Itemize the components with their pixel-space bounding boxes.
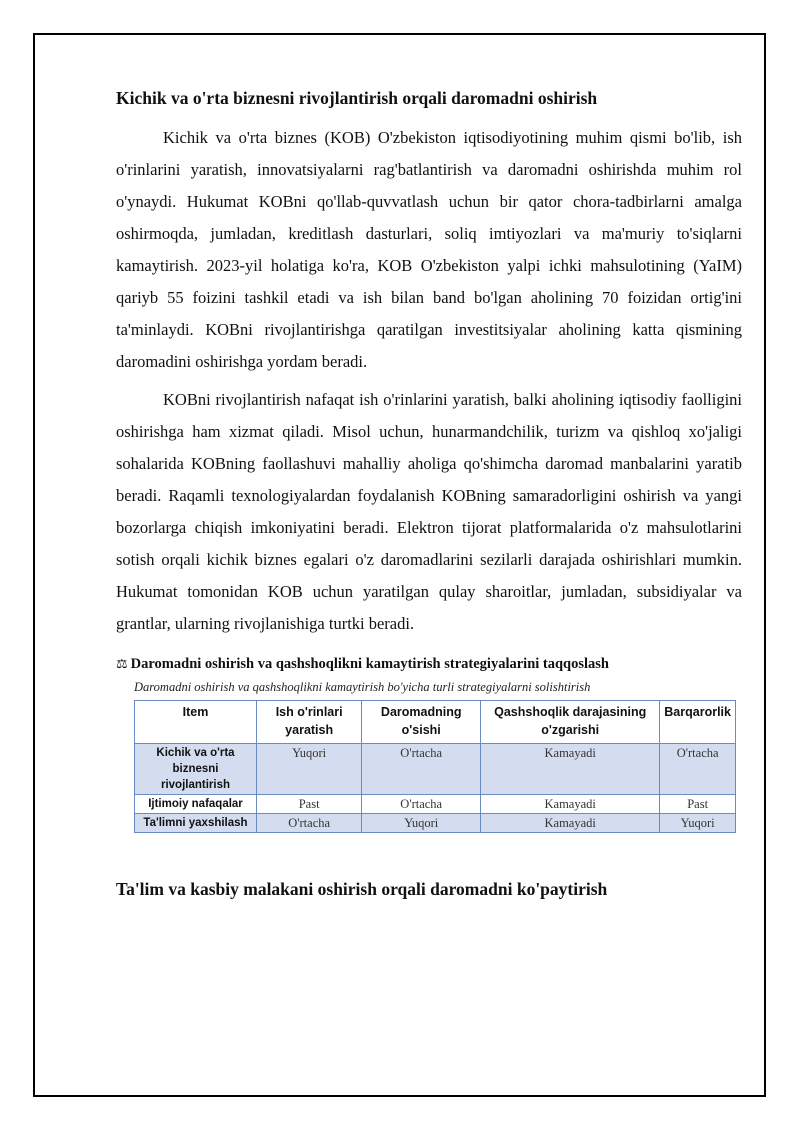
table-cell: Yuqori xyxy=(362,814,481,833)
table-row-label: Ta'limni yaxshilash xyxy=(135,814,257,833)
table-cell: O'rtacha xyxy=(362,795,481,814)
section-heading: Kichik va o'rta biznesni rivojlantirish orqali daromadni oshirish xyxy=(116,88,598,108)
table-title-text: Daromadni oshirish va qashshoqlikni kamaytirish strategiyalarini taqqoslash xyxy=(130,656,609,672)
document-body xyxy=(116,86,742,913)
table-cell: Kamayadi xyxy=(481,795,660,814)
table-title xyxy=(116,654,742,674)
table-header-cell: Barqarorlik xyxy=(660,701,736,744)
balance-scale-icon: ⚖ xyxy=(116,656,128,671)
table-row-label: Ijtimoiy nafaqalar xyxy=(135,795,257,814)
table-header-row xyxy=(135,701,736,744)
table-cell: Yuqori xyxy=(660,814,736,833)
table-header-cell: Item xyxy=(135,701,257,744)
table-row-label: Kichik va o'rta biznesni rivojlantirish xyxy=(135,744,257,795)
table-row xyxy=(135,795,736,814)
table-cell: O'rtacha xyxy=(257,814,362,833)
table-row xyxy=(135,814,736,833)
table-cell: Kamayadi xyxy=(481,744,660,795)
table-row xyxy=(135,744,736,795)
table-header-cell: Daromadning o'sishi xyxy=(362,701,481,744)
section-heading: Ta'lim va kasbiy malakani oshirish orqali daromadni ko'paytirish xyxy=(116,879,608,899)
table-cell: Past xyxy=(660,795,736,814)
table-header-cell: Ish o'rinlari yaratish xyxy=(257,701,362,744)
table-header-cell: Qashshoqlik darajasining o'zgarishi xyxy=(481,701,660,744)
body-paragraph: KOBni rivojlantirish nafaqat ish o'rinlarini yaratish, balki aholining iqtisodiy faolligini oshirishga ham xizmat qiladi. Misol uchun, hunarmandchilik, turizm va qishloq xo'jaligi sohalarida KOBning faollashuvi mahalliy aholiga qo'shimcha daromad manbalarini yaratib beradi. Raqamli texnologiyalardan foydalanish KOBning samaradorligini oshirish va yangi bozorlarga chiqish imkoniyatini beradi. Elektron tijorat platformalarida o'z mahsulotlarini sotish orqali kichik biznes egalari o'z daromadlarini sezilarli darajada oshirishlari mumkin. Hukumat tomonidan KOB uchun yaratilgan qulay sharoitlar, jumladan, subsidiyalar va grantlar, ularning rivojlanishiga turtki beradi. xyxy=(116,390,742,633)
spacer xyxy=(116,833,742,877)
table-caption: Daromadni oshirish va qashshoqlikni kamaytirish bo'yicha turli strategiyalarni solishtirish xyxy=(134,680,591,694)
table-cell: Past xyxy=(257,795,362,814)
table-cell: O'rtacha xyxy=(362,744,481,795)
comparison-table xyxy=(134,700,736,833)
body-paragraph: Kichik va o'rta biznes (KOB) O'zbekiston iqtisodiyotining muhim qismi bo'lib, ish o'rinlarini yaratish, innovatsiyalarni rag'batlantirish va daromadni oshirishda muhim rol o'ynaydi. Hukumat KOBni qo'llab-quvvatlash uchun bir qator chora-tadbirlarni amalga oshirmoqda, jumladan, kreditlash dasturlari, soliq imtiyozlari va ma'muriy to'siqlarni kamaytirish. 2023-yil holatiga ko'ra, KOB O'zbekiston yalpi ichki mahsulotining (YaIM) qariyb 55 foizini tashkil etadi va ish bilan band bo'lgan aholining 70 foizidan ortig'ini ta'minlaydi. KOBni rivojlantirishga qaratilgan investitsiyalar aholining katta qismining daromadini oshirishga yordam beradi. xyxy=(116,128,742,371)
table-cell: O'rtacha xyxy=(660,744,736,795)
table-cell: Yuqori xyxy=(257,744,362,795)
table-cell: Kamayadi xyxy=(481,814,660,833)
